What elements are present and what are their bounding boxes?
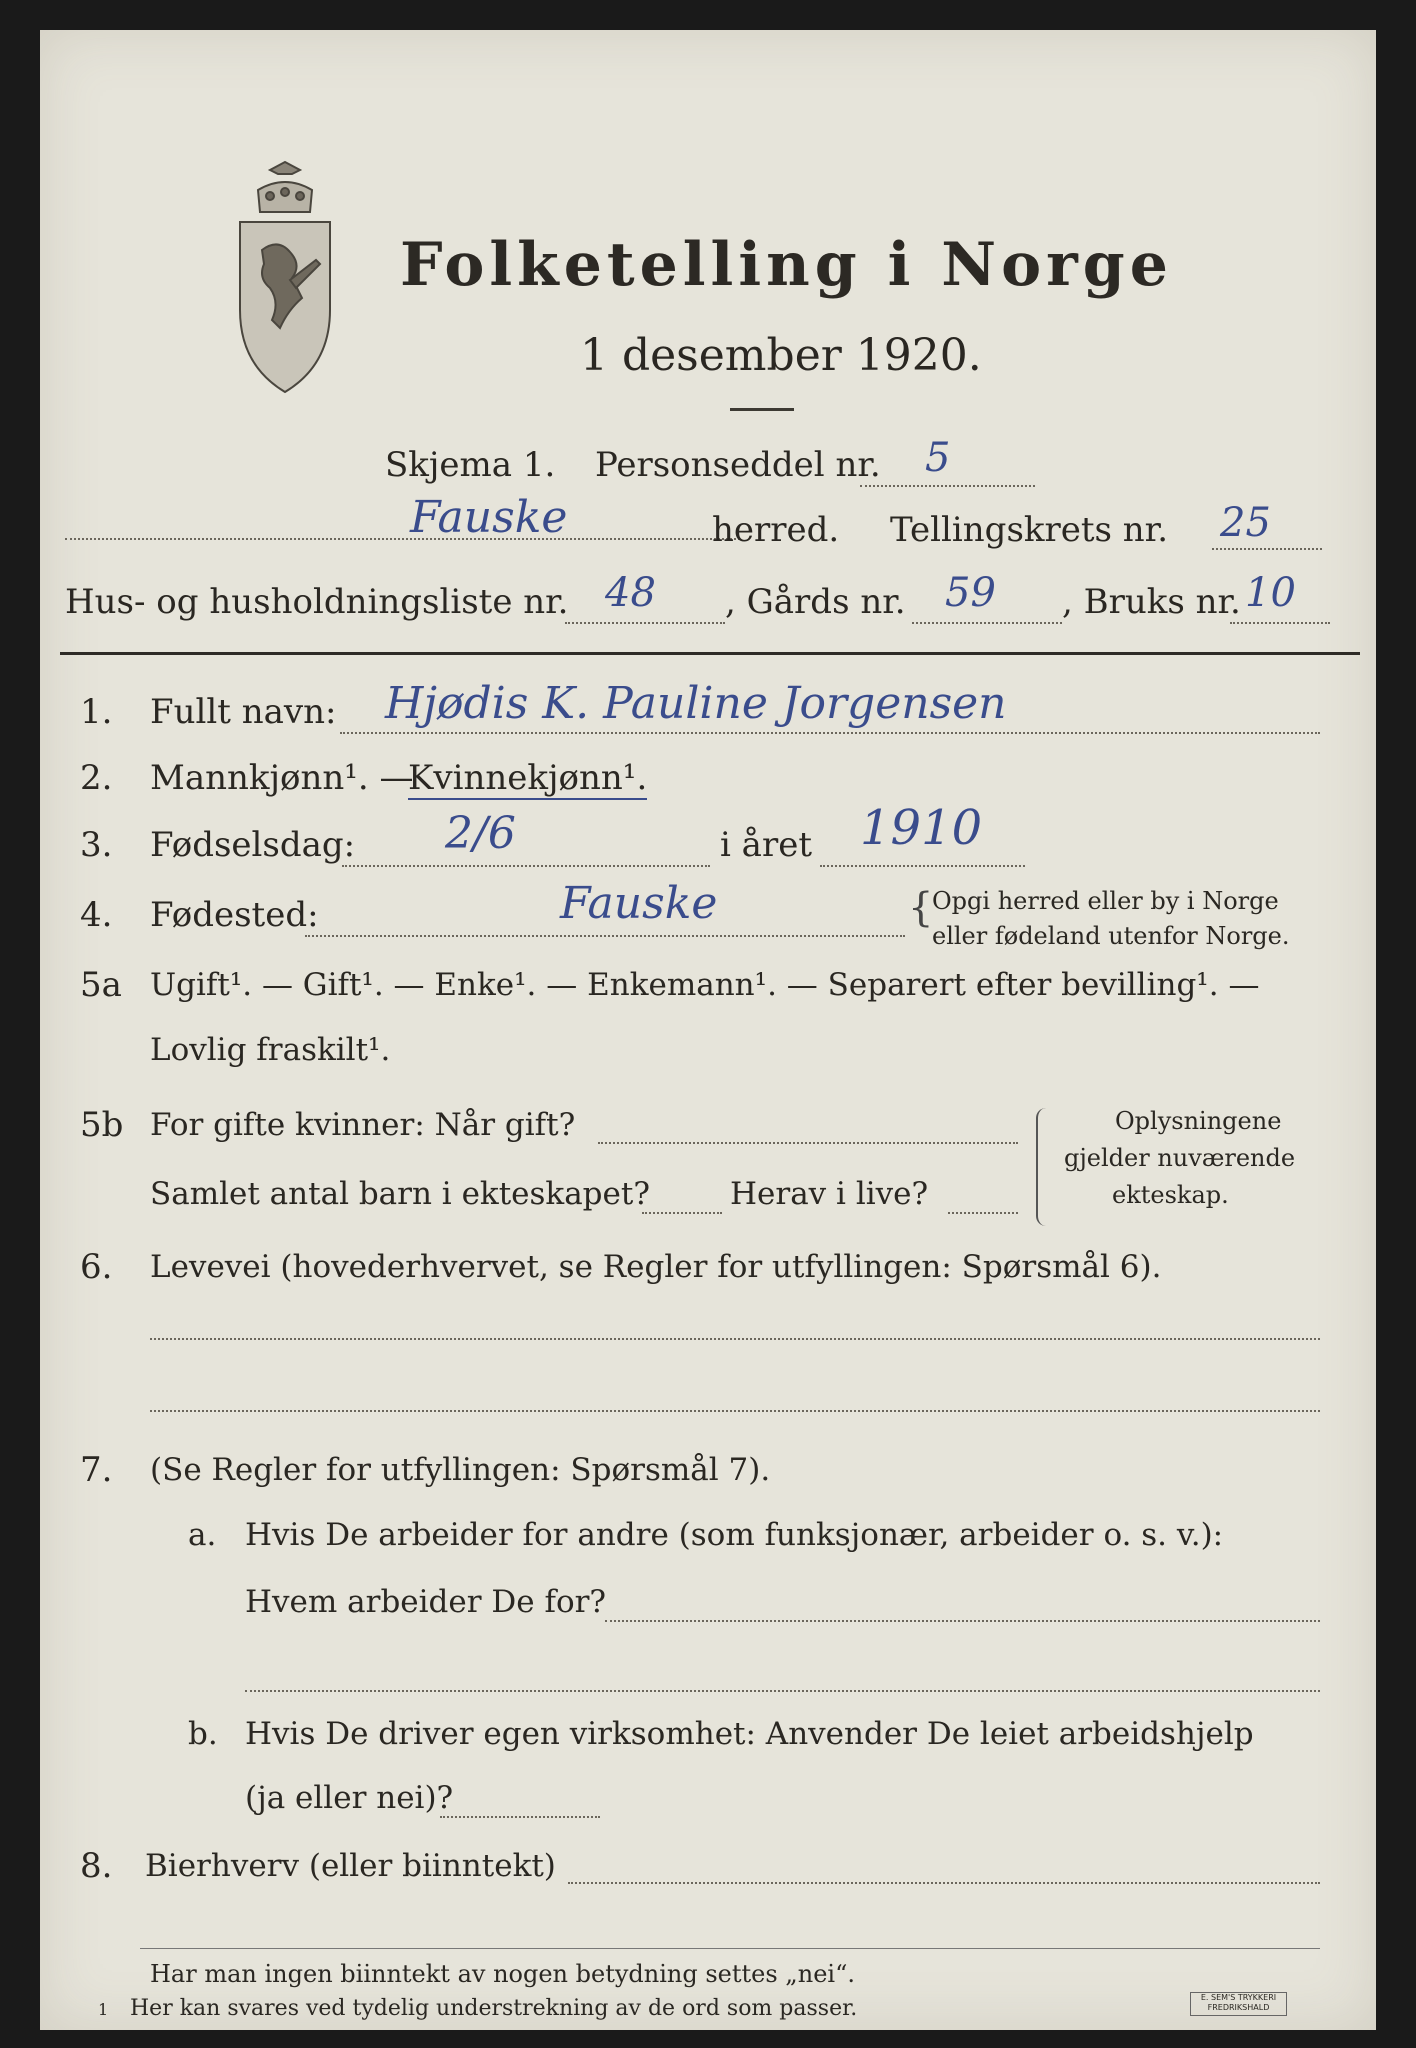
norway-coat-of-arms-icon: [230, 160, 340, 400]
q5b-alive-line[interactable]: [948, 1212, 1018, 1214]
title-divider: [730, 408, 794, 411]
gards-value[interactable]: 59: [945, 570, 996, 616]
q3-year-line: [820, 865, 1025, 867]
q3-year-label: i året: [720, 825, 812, 865]
q7-number: 7.: [80, 1450, 113, 1490]
q4-label: Fødested:: [150, 895, 319, 935]
q5b-note-line3: ekteskap.: [1112, 1181, 1229, 1209]
q1-full-name[interactable]: Hjødis K. Pauline Jorgensen: [385, 678, 1007, 729]
q7a-employer-label: Hvem arbeider De for?: [245, 1584, 607, 1620]
bruks-value[interactable]: 10: [1245, 570, 1296, 616]
q2-number: 2.: [80, 758, 113, 798]
q5a-number: 5a: [80, 965, 122, 1005]
q6-label: Levevei (hovederhvervet, se Regler for utfyllingen: Spørsmål 6).: [150, 1249, 1162, 1285]
footer-note: Har man ingen biinntekt av nogen betydning settes „nei“.: [150, 1960, 855, 1988]
q7b-question: Hvis De driver egen virksomhet: Anvender De leiet arbeidshjelp: [245, 1716, 1254, 1752]
q5b-alive-label: Herav i live?: [730, 1176, 929, 1212]
q1-number: 1.: [80, 692, 113, 732]
q4-note-brace: {: [908, 885, 934, 931]
q8-label: Bierhverv (eller biinntekt): [145, 1848, 556, 1884]
herred-value[interactable]: Fauske: [410, 492, 568, 543]
q4-line: [305, 935, 905, 937]
bruks-line: [1230, 622, 1330, 624]
q5b-children-line[interactable]: [642, 1212, 722, 1214]
q4-note-line2: eller fødeland utenfor Norge.: [932, 922, 1290, 950]
q5b-children-label: Samlet antal barn i ekteskapet?: [150, 1176, 650, 1212]
q2-male-option[interactable]: Mannkjønn¹. —: [150, 758, 414, 798]
q5a-options-line2[interactable]: Lovlig fraskilt¹.: [150, 1032, 391, 1068]
q3-birth-year[interactable]: 1910: [860, 800, 983, 856]
q5b-note-bracket: [1036, 1108, 1050, 1226]
q3-number: 3.: [80, 825, 113, 865]
husliste-label: Hus- og husholdningsliste nr.: [65, 582, 569, 622]
bruks-label: , Bruks nr.: [1062, 582, 1241, 622]
q7b-answer-line[interactable]: [440, 1816, 600, 1818]
q7a-employer-line[interactable]: [605, 1620, 1320, 1622]
q5b-married-when-line[interactable]: [598, 1142, 1018, 1144]
q7b-answer-label: (ja eller nei)?: [245, 1780, 454, 1816]
q6-answer-line1[interactable]: [150, 1338, 1320, 1340]
tellingskrets-line: [1212, 548, 1322, 550]
q1-label: Fullt navn:: [150, 692, 337, 732]
footnote-text: Her kan svares ved tydelig understrekning av de ord som passer.: [130, 1996, 858, 2021]
q7a-question: Hvis De arbeider for andre (som funksjonær, arbeider o. s. v.):: [245, 1517, 1224, 1553]
q3-birthday[interactable]: 2/6: [445, 808, 516, 859]
printer-mark: E. SEM'S TRYKKERI FREDRIKSHALD: [1190, 1992, 1287, 2016]
q2-female-option[interactable]: Kvinnekjønn¹.: [408, 758, 648, 798]
q5b-number: 5b: [80, 1105, 124, 1145]
q7b-letter: b.: [188, 1716, 218, 1752]
footnote-mark: 1: [98, 2000, 109, 2019]
header-rule: [60, 652, 1360, 655]
tellingskrets-label: Tellingskrets nr.: [890, 510, 1169, 550]
census-date: 1 desember 1920.: [580, 330, 982, 381]
gards-line: [912, 622, 1062, 624]
q5a-options-line1[interactable]: Ugift¹. — Gift¹. — Enke¹. — Enkemann¹. — Separert efter bevilling¹. —: [150, 967, 1260, 1003]
husliste-value[interactable]: 48: [605, 570, 656, 616]
personseddel-label: Personseddel nr.: [595, 445, 881, 485]
q4-birthplace[interactable]: Fauske: [560, 878, 718, 929]
q4-note-line1: Opgi herred eller by i Norge: [932, 887, 1279, 915]
q7a-letter: a.: [188, 1517, 217, 1553]
gards-label: , Gårds nr.: [725, 582, 906, 622]
herred-line: [65, 538, 740, 540]
q8-number: 8.: [80, 1846, 113, 1886]
census-form: [40, 30, 1376, 2030]
q1-line: [340, 732, 1320, 734]
q5b-note-line1: Oplysningene: [1115, 1107, 1282, 1135]
q8-answer-line[interactable]: [568, 1882, 1320, 1884]
q5b-married-when: For gifte kvinner: Når gift?: [150, 1107, 576, 1143]
footer-rule: [140, 1948, 1320, 1949]
form-title: Folketelling i Norge: [400, 230, 1173, 300]
q4-number: 4.: [80, 895, 113, 935]
q3-line: [342, 865, 710, 867]
personseddel-value[interactable]: 5: [925, 435, 951, 481]
q7-label: (Se Regler for utfyllingen: Spørsmål 7).: [150, 1452, 771, 1488]
q5b-note-line2: gjelder nuværende: [1064, 1144, 1296, 1172]
personseddel-line: [860, 485, 1035, 487]
q6-number: 6.: [80, 1247, 113, 1287]
husliste-line: [565, 622, 725, 624]
skjema-label: Skjema 1.: [385, 445, 556, 485]
tellingskrets-value[interactable]: 25: [1220, 500, 1271, 546]
q3-label: Fødselsdag:: [150, 825, 356, 865]
q6-answer-line2[interactable]: [150, 1410, 1320, 1412]
q7a-employer-line2[interactable]: [245, 1690, 1320, 1692]
herred-label: herred.: [712, 510, 840, 550]
